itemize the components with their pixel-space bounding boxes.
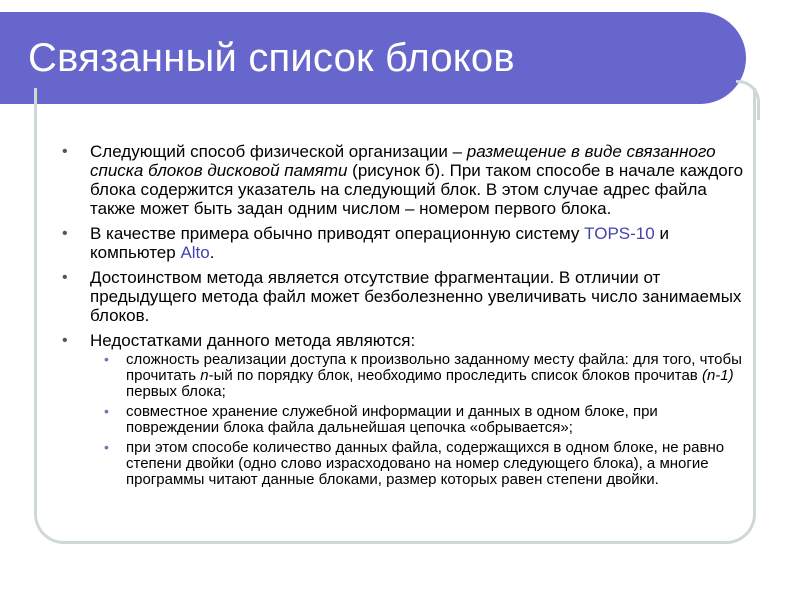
sub-bullet-text: сложность реализации доступа к произвольно заданному месту файла: для того, чтобы прочитать [126,351,742,384]
bullet-item-4 [58,331,748,488]
sub-bullet-list [90,352,748,488]
content-frame-corner [736,80,760,120]
sub-bullet-item-1 [90,352,748,400]
sub-bullet-emphasis: (n-1) [701,367,734,384]
bullet-text: Недостатками данного метода являются: [90,331,416,350]
bullet-item-1 [58,142,748,218]
bullet-icon: • [62,143,68,160]
bullet-icon: • [62,225,68,242]
bullet-item-3 [58,268,748,325]
sub-bullet-icon: • [104,403,109,419]
bullet-text: В качестве примера обычно приводят операционную систему [90,224,585,243]
sub-bullet-text: при этом способе количество данных файла, содержащихся в одном блоке, не равно степени двойки (одно слово израсходовано на номер следующего блока), а многие программы читают данные блоками, размер которых равен степени двойки. [126,439,725,488]
bullet-emphasis: размещение в виде связанного списка блоков дисковой памяти [90,142,716,180]
slide-title: Связанный список блоков [28,36,515,80]
bullet-icon: • [62,332,68,349]
bullet-text: Достоинством метода является отсутствие фрагментации. В отличии от предыдущего метода файл может безболезненно увеличивать число занимаемых блоков. [90,268,742,325]
bullet-icon: • [62,269,68,286]
bullet-text: . [209,243,215,262]
bullet-text: и компьютер [90,224,669,262]
computer-name-link[interactable]: Alto [180,243,210,262]
os-name-link[interactable]: TOPS-10 [584,224,655,243]
bullet-list [58,142,748,488]
bullet-text: Следующий способ физической организации – [90,142,467,161]
sub-bullet-item-2 [90,404,748,436]
sub-bullet-emphasis: n [200,367,209,384]
bullet-text: (рисунок б). При таком способе в начале каждого блока содержится указатель на следующий блок. В этом случае адрес файла также может быть задан одним числом – номером первого блока. [90,161,744,218]
sub-bullet-item-3 [90,440,748,488]
sub-bullet-text: -ый по порядку блок, необходимо проследить список блоков прочитав [208,367,702,384]
sub-bullet-icon: • [104,351,109,367]
bullet-item-2 [58,224,748,262]
sub-bullet-icon: • [104,439,109,455]
slide-content [58,142,748,494]
sub-bullet-text: совместное хранение служебной информации и данных в одном блоке, при повреждении блока файла дальнейшая цепочка «обрывается»; [126,403,658,436]
sub-bullet-text: первых блока; [126,383,226,400]
